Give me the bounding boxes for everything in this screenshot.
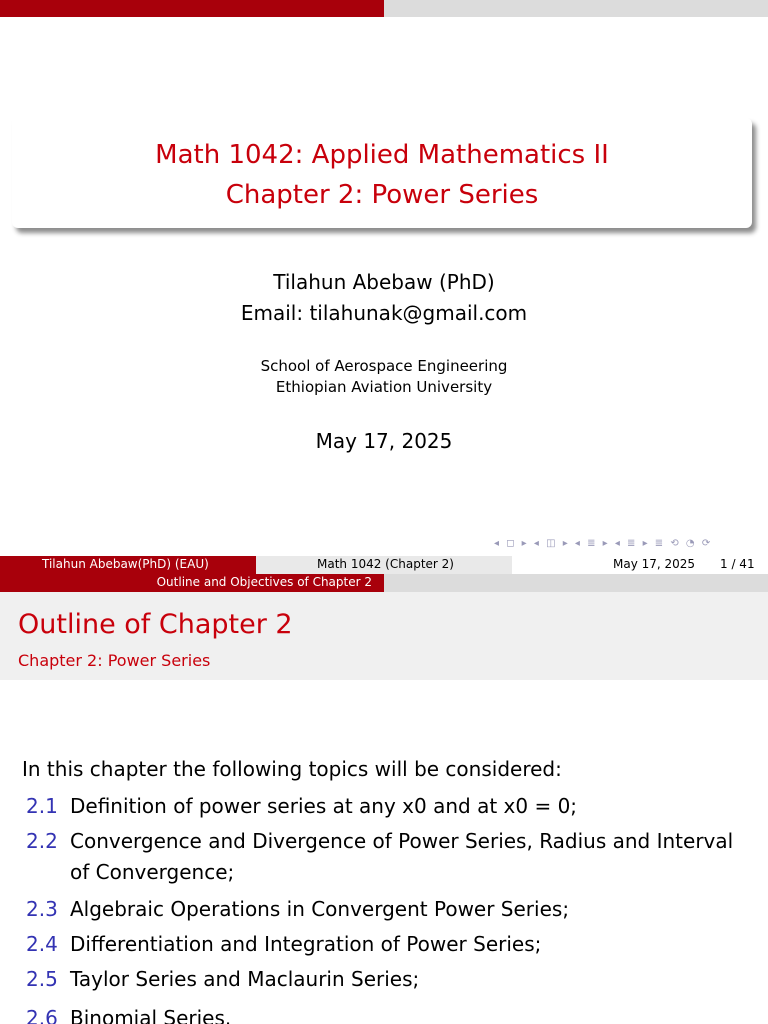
author-email: Email: tilahunak@gmail.com <box>240 301 528 325</box>
list-item-number: 2.5 <box>26 967 58 991</box>
section-title: Outline and Objectives of Chapter 2 <box>156 575 372 589</box>
slide-subtitle: Chapter 2: Power Series <box>225 180 539 210</box>
frame-title: Outline of Chapter 2 <box>18 609 293 640</box>
footer-course: Math 1042 (Chapter 2) <box>317 557 454 571</box>
institute-university: Ethiopian Aviation University <box>275 378 493 396</box>
frame-subtitle: Chapter 2: Power Series <box>18 651 211 670</box>
list-item-text: Convergence and Divergence of Power Series, Radius and Interval of Convergence; <box>70 829 734 884</box>
author-name: Tilahun Abebaw (PhD) <box>273 270 495 294</box>
list-item-text: Algebraic Operations in Convergent Power Series; <box>70 897 570 921</box>
list-item-text: Taylor Series and Maclaurin Series; <box>70 967 420 991</box>
intro-text: In this chapter the following topics will be considered: <box>22 757 562 781</box>
list-item-number: 2.1 <box>26 794 58 818</box>
top-bar-red <box>0 0 384 17</box>
title-box <box>12 118 752 228</box>
footer-date-cell <box>512 556 768 574</box>
list-item-text: Differentiation and Integration of Power Series; <box>70 932 542 956</box>
footer-page-number: 1 / 41 <box>720 557 755 571</box>
list-item-text: Binomial Series. <box>70 1006 232 1024</box>
list-item-number: 2.2 <box>26 829 58 853</box>
section-bar-gray <box>384 574 768 592</box>
footer-course-cell <box>256 556 512 574</box>
presentation-date: May 17, 2025 <box>315 429 453 453</box>
section-bar <box>0 574 384 592</box>
beamer-navigation-icons[interactable]: ◂ ◻ ▸ ◂ ◫ ▸ ◂ ≣ ▸ ◂ ≣ ▸ ≣ ⟲ ◔ ⟳ <box>494 538 713 549</box>
footer-author: Tilahun Abebaw(PhD) (EAU) <box>42 557 209 571</box>
list-item-number: 2.6 <box>26 1006 58 1024</box>
slide-title: Math 1042: Applied Mathematics II <box>155 140 609 170</box>
footer-date: May 17, 2025 <box>613 557 696 571</box>
list-item-number: 2.4 <box>26 932 58 956</box>
footer-author-cell <box>0 556 256 574</box>
list-item-number: 2.3 <box>26 897 58 921</box>
top-bar-gray <box>384 0 768 17</box>
institute-school: School of Aerospace Engineering <box>260 357 508 375</box>
list-item-text: Definition of power series at any x0 and at x0 = 0; <box>70 794 578 818</box>
